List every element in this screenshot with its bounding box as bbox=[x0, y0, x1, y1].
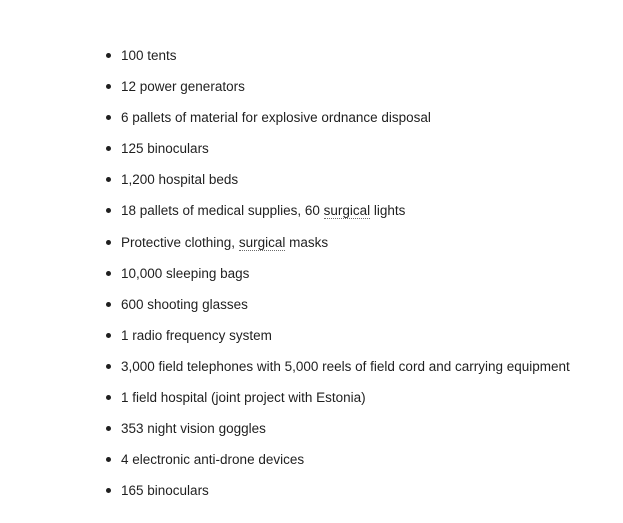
bullet-icon bbox=[106, 457, 111, 462]
list-item bbox=[104, 327, 570, 358]
list-item-text: 6 pallets of material for explosive ordnance disposal bbox=[121, 110, 431, 126]
list-item-text-before: Protective clothing, bbox=[121, 234, 239, 250]
list-item-text: 1,200 hospital beds bbox=[121, 172, 239, 188]
bullet-icon bbox=[106, 115, 111, 120]
bullet-icon bbox=[106, 395, 111, 400]
bullet-icon bbox=[106, 146, 111, 151]
list-item bbox=[104, 47, 570, 78]
bullet-icon bbox=[106, 208, 111, 213]
list-item-text: 165 binoculars bbox=[121, 483, 209, 499]
list-item bbox=[104, 78, 570, 109]
supply-list bbox=[104, 47, 570, 513]
bullet-icon bbox=[106, 53, 111, 58]
list-item-text: 10,000 sleeping bags bbox=[121, 265, 250, 281]
list-item-text: 12 power generators bbox=[121, 79, 245, 95]
list-item bbox=[104, 171, 570, 202]
list-item-text: 3,000 field telephones with 5,000 reels of field cord and carrying equipment bbox=[121, 358, 570, 374]
list-item bbox=[104, 265, 570, 296]
list-item-text-after: lights bbox=[370, 203, 406, 219]
list-item bbox=[104, 202, 570, 233]
list-item bbox=[104, 296, 570, 327]
list-item-text: 600 shooting glasses bbox=[121, 296, 248, 312]
list-item-text: 1 field hospital (joint project with Estonia) bbox=[121, 390, 366, 406]
list-item-text: 100 tents bbox=[121, 48, 177, 63]
bullet-icon bbox=[106, 177, 111, 182]
list-item bbox=[104, 109, 570, 140]
list-item-text bbox=[121, 235, 328, 251]
glossary-term-link[interactable]: surgical bbox=[238, 234, 286, 250]
list-item bbox=[104, 482, 570, 513]
list-item bbox=[104, 234, 570, 265]
list-item-text-after: masks bbox=[285, 234, 329, 250]
bullet-icon bbox=[106, 302, 111, 307]
bullet-icon bbox=[106, 488, 111, 493]
list-item-text: 353 night vision goggles bbox=[121, 421, 266, 437]
list-item-text bbox=[121, 203, 405, 219]
list-item-text-before: 18 pallets of medical supplies, 60 bbox=[121, 203, 324, 219]
bullet-icon bbox=[106, 333, 111, 338]
list-item-text: 4 electronic anti-drone devices bbox=[121, 452, 305, 468]
bullet-icon bbox=[106, 271, 111, 276]
list-item bbox=[104, 140, 570, 171]
list-item bbox=[104, 389, 570, 420]
bullet-icon bbox=[106, 426, 111, 431]
list-item-text: 125 binoculars bbox=[121, 141, 209, 157]
list-item bbox=[104, 358, 570, 389]
bullet-icon bbox=[106, 240, 111, 245]
glossary-term-link[interactable]: surgical bbox=[323, 203, 371, 219]
bullet-icon bbox=[106, 364, 111, 369]
list-item-text: 1 radio frequency system bbox=[121, 327, 272, 343]
bullet-icon bbox=[106, 84, 111, 89]
list-item bbox=[104, 420, 570, 451]
list-item bbox=[104, 451, 570, 482]
